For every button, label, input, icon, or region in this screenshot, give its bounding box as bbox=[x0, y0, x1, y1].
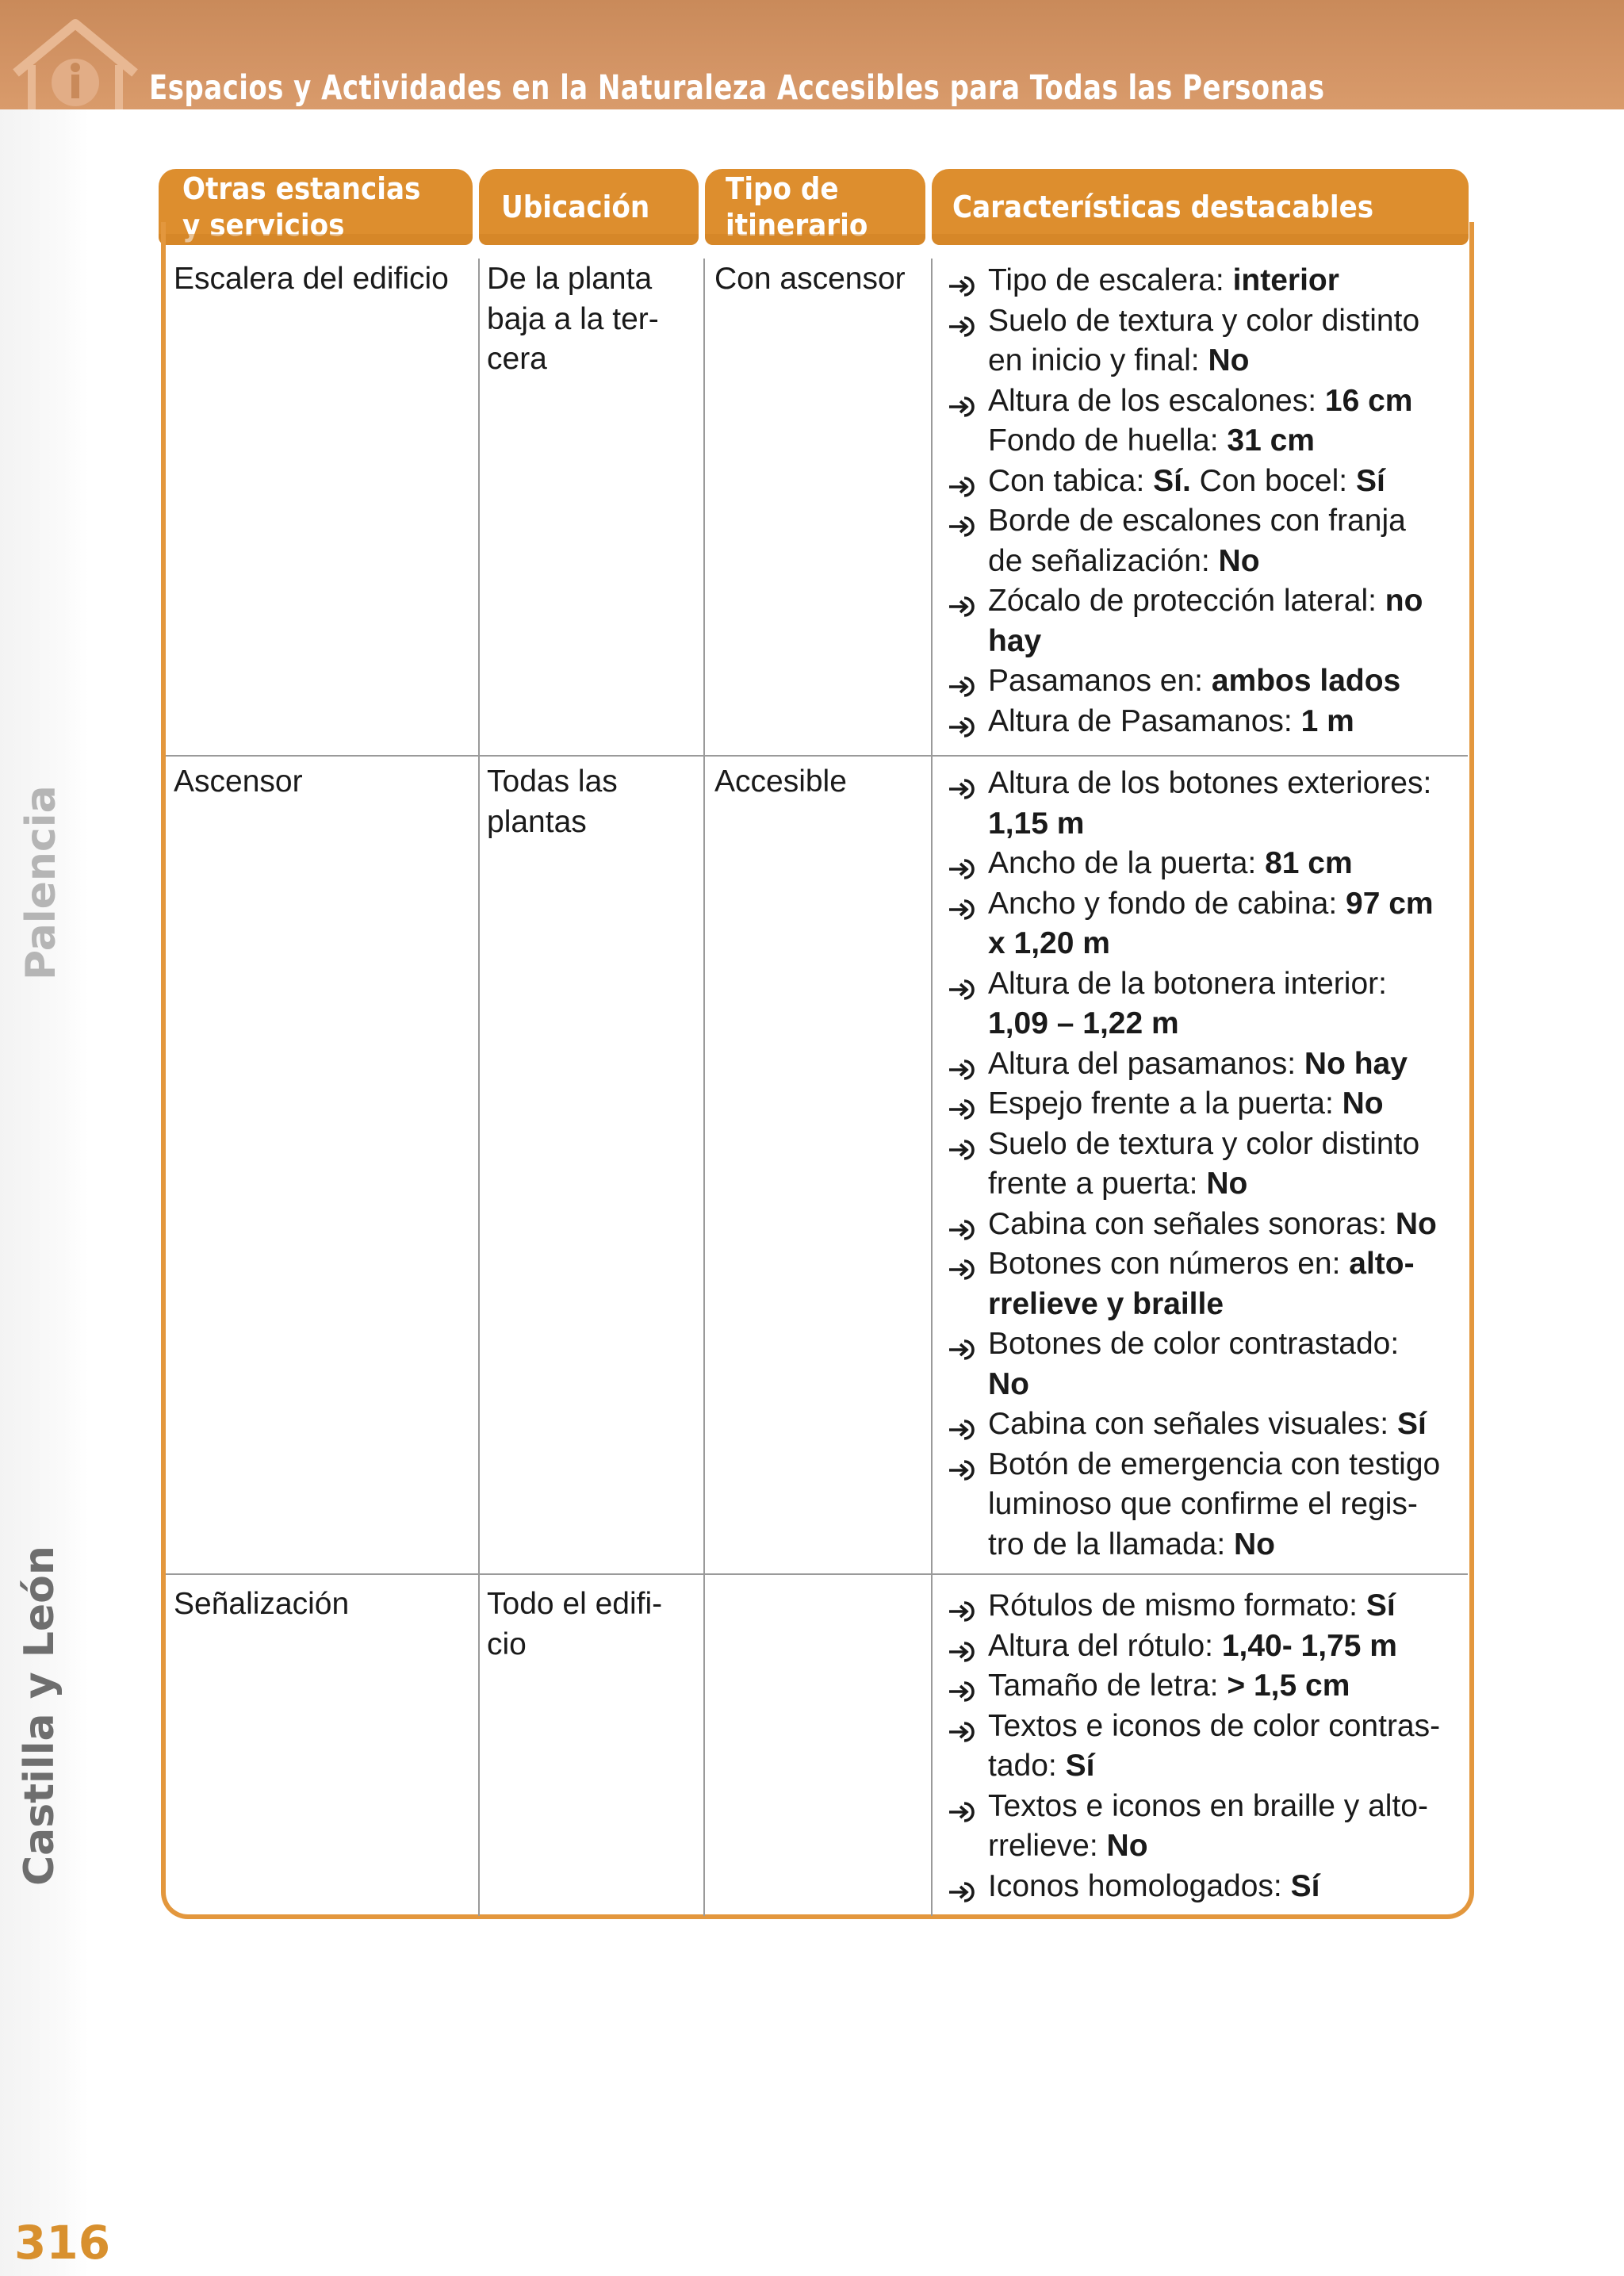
curved-arrow-icon bbox=[947, 1634, 975, 1658]
feature-value: No bbox=[1395, 1206, 1437, 1241]
house-info-icon bbox=[8, 17, 143, 109]
column-header-label: Características destacables bbox=[952, 190, 1374, 224]
curved-arrow-icon bbox=[947, 1674, 975, 1698]
page-number: 316 bbox=[14, 2216, 111, 2270]
curved-arrow-icon bbox=[947, 710, 975, 734]
feature-item bbox=[947, 1324, 1462, 1404]
feature-item bbox=[947, 1586, 1462, 1627]
curved-arrow-icon bbox=[947, 1594, 975, 1618]
feature-item bbox=[947, 1867, 1462, 1907]
feature-item bbox=[947, 1125, 1462, 1205]
feature-label: Tamaño de letra: bbox=[988, 1669, 1228, 1703]
curved-arrow-icon bbox=[947, 309, 975, 333]
features-list bbox=[947, 764, 1462, 1565]
feature-label: Altura del pasamanos: bbox=[988, 1046, 1304, 1081]
feature-value: Sí bbox=[1290, 1868, 1320, 1903]
curved-arrow-icon bbox=[947, 972, 975, 996]
feature-value: Sí bbox=[1355, 463, 1385, 498]
feature-label: Altura de los escalones: bbox=[988, 383, 1325, 418]
feature-value: 1,15 m bbox=[988, 806, 1085, 841]
feature-item bbox=[947, 1445, 1462, 1565]
region-label: Castilla y León bbox=[16, 1546, 63, 1886]
feature-label: Ancho de la puerta: bbox=[988, 846, 1266, 880]
feature-item bbox=[947, 764, 1462, 844]
feature-item bbox=[947, 261, 1462, 301]
curved-arrow-icon bbox=[947, 892, 975, 916]
curved-arrow-icon bbox=[947, 772, 975, 795]
table-cell-ubicacion: De la planta baja a la ter- cera bbox=[487, 262, 659, 376]
feature-value: No bbox=[1342, 1086, 1384, 1121]
feature-value: No bbox=[1218, 543, 1260, 578]
curved-arrow-icon bbox=[947, 1052, 975, 1076]
feature-value: No bbox=[988, 1366, 1029, 1401]
feature-label: Botones de color contrastado: bbox=[988, 1327, 1400, 1361]
curved-arrow-icon bbox=[947, 469, 975, 493]
feature-value: no hay bbox=[988, 584, 1423, 658]
feature-value: No bbox=[1234, 1527, 1276, 1561]
feature-value: 16 cm bbox=[1324, 383, 1413, 418]
curved-arrow-icon bbox=[947, 1092, 975, 1116]
feature-label: Iconos homologados: bbox=[988, 1868, 1291, 1903]
feature-value: 1 m bbox=[1300, 703, 1354, 738]
feature-label: Altura de los botones exteriores: bbox=[988, 766, 1432, 800]
feature-label: Con tabica: bbox=[988, 463, 1154, 498]
row-divider bbox=[166, 1573, 1468, 1575]
feature-item bbox=[947, 702, 1462, 742]
feature-label: Botones con números en: bbox=[988, 1247, 1350, 1281]
table-cell-estancia: Ascensor bbox=[174, 764, 303, 799]
feature-value: No bbox=[1106, 1829, 1148, 1863]
feature-value: Sí. bbox=[1153, 463, 1191, 498]
feature-value: > 1,5 cm bbox=[1227, 1669, 1350, 1703]
page-header-title: Espacios y Actividades en la Naturaleza Accesibles para Todas las Personas bbox=[149, 68, 1325, 108]
feature-item bbox=[947, 1205, 1462, 1245]
feature-value: 1,09 – 1,22 m bbox=[988, 1006, 1179, 1040]
feature-label: Pasamanos en: bbox=[988, 664, 1212, 698]
feature-label: Ancho y fondo de cabina: bbox=[988, 886, 1346, 921]
row-divider bbox=[166, 755, 1468, 757]
feature-item bbox=[947, 1404, 1462, 1445]
feature-item bbox=[947, 1666, 1462, 1707]
feature-item bbox=[947, 844, 1462, 884]
feature-value: 1,40- 1,75 m bbox=[1221, 1628, 1397, 1663]
curved-arrow-icon bbox=[947, 1412, 975, 1436]
feature-value: 31 cm bbox=[1227, 423, 1315, 458]
feature-item bbox=[947, 462, 1462, 502]
feature-item bbox=[947, 1627, 1462, 1667]
left-margin-strip bbox=[0, 109, 89, 2276]
feature-item bbox=[947, 1787, 1462, 1867]
table-cell-itinerario: Accesible bbox=[714, 764, 847, 799]
curved-arrow-icon bbox=[947, 669, 975, 693]
feature-item bbox=[947, 501, 1462, 581]
table-cell-itinerario: Con ascensor bbox=[714, 262, 906, 296]
feature-value: 97 cm x 1,20 m bbox=[988, 886, 1434, 960]
feature-item bbox=[947, 1044, 1462, 1085]
feature-item bbox=[947, 381, 1462, 462]
column-header-label: Ubicación bbox=[501, 190, 650, 224]
feature-item bbox=[947, 1707, 1462, 1787]
feature-value: alto- rrelieve y braille bbox=[988, 1247, 1415, 1321]
feature-label: Tipo de escalera: bbox=[988, 263, 1233, 297]
curved-arrow-icon bbox=[947, 1132, 975, 1156]
feature-value: 81 cm bbox=[1265, 846, 1353, 880]
province-label: Palencia bbox=[17, 785, 65, 980]
feature-item bbox=[947, 301, 1462, 381]
curved-arrow-icon bbox=[947, 1875, 975, 1899]
table-cell-ubicacion: Todo el edifi- cio bbox=[487, 1587, 663, 1661]
column-header-label: Otras estancias y servicios bbox=[182, 171, 421, 243]
feature-item bbox=[947, 581, 1462, 661]
curved-arrow-icon bbox=[947, 1252, 975, 1276]
column-divider bbox=[703, 259, 705, 1916]
table-cell-ubicacion: Todas las plantas bbox=[487, 764, 618, 839]
curved-arrow-icon bbox=[947, 1332, 975, 1356]
feature-label: Zócalo de protección lateral: bbox=[988, 584, 1385, 618]
feature-label: Suelo de textura y color distinto en inicio y final: bbox=[988, 303, 1420, 377]
curved-arrow-icon bbox=[947, 852, 975, 876]
feature-item bbox=[947, 884, 1462, 964]
feature-value: Sí bbox=[1065, 1749, 1095, 1783]
features-list bbox=[947, 261, 1462, 741]
curved-arrow-icon bbox=[947, 1453, 975, 1477]
features-list bbox=[947, 1586, 1462, 1906]
column-header-label: Tipo de itinerario bbox=[726, 171, 868, 243]
feature-label: Suelo de textura y color distinto frente a puerta: bbox=[988, 1126, 1420, 1201]
feature-value: No bbox=[1206, 1167, 1248, 1201]
table-cell-estancia: Señalización bbox=[174, 1587, 350, 1621]
feature-label: Borde de escalones con franja de señalización: bbox=[988, 504, 1406, 578]
column-divider bbox=[931, 259, 933, 1916]
column-divider bbox=[478, 259, 480, 1916]
feature-label: Cabina con señales sonoras: bbox=[988, 1206, 1396, 1241]
feature-value: Sí bbox=[1365, 1588, 1396, 1623]
header-band bbox=[0, 0, 1624, 109]
feature-value: interior bbox=[1232, 263, 1339, 297]
curved-arrow-icon bbox=[947, 1213, 975, 1236]
feature-label: Fondo de huella: bbox=[988, 423, 1219, 458]
feature-item bbox=[947, 1084, 1462, 1125]
feature-label: Textos e iconos en braille y alto- rrelieve: bbox=[988, 1788, 1428, 1863]
curved-arrow-icon bbox=[947, 509, 975, 533]
feature-item bbox=[947, 1244, 1462, 1324]
feature-value: No bbox=[1208, 343, 1250, 377]
feature-label: Espejo frente a la puerta: bbox=[988, 1086, 1342, 1121]
feature-value: No hay bbox=[1304, 1046, 1408, 1081]
feature-label: Botón de emergencia con testigo luminoso que confirme el regis- tro de la llamada: bbox=[988, 1446, 1441, 1561]
feature-label: Textos e iconos de color contras- tado: bbox=[988, 1708, 1441, 1783]
feature-label: Con bocel: bbox=[1190, 463, 1356, 498]
curved-arrow-icon bbox=[947, 389, 975, 413]
curved-arrow-icon bbox=[947, 1715, 975, 1738]
feature-label: Rótulos de mismo formato: bbox=[988, 1588, 1366, 1623]
table-cell-estancia: Escalera del edificio bbox=[174, 262, 449, 296]
curved-arrow-icon bbox=[947, 1795, 975, 1818]
feature-item bbox=[947, 964, 1462, 1044]
feature-label: Altura de Pasamanos: bbox=[988, 703, 1301, 738]
curved-arrow-icon bbox=[947, 269, 975, 293]
feature-value: Sí bbox=[1396, 1407, 1427, 1441]
feature-label: Altura del rótulo: bbox=[988, 1628, 1222, 1663]
feature-value: ambos lados bbox=[1211, 664, 1401, 698]
curved-arrow-icon bbox=[947, 589, 975, 613]
feature-label: Altura de la botonera interior: bbox=[988, 966, 1387, 1001]
feature-label: Cabina con señales visuales: bbox=[988, 1407, 1397, 1441]
feature-item bbox=[947, 661, 1462, 702]
